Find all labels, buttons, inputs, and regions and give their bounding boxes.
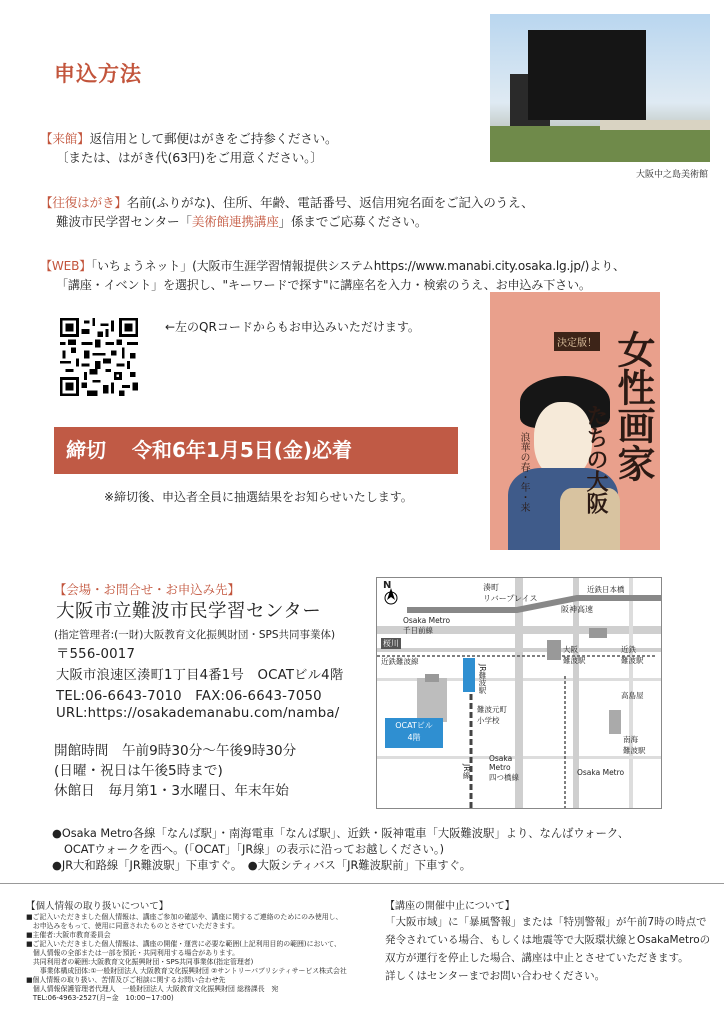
- map-label-minatomachi: 湊町 リバープレイス: [483, 583, 538, 603]
- visit-line1: 返信用として郵便はがきをご持参ください。: [89, 131, 338, 146]
- privacy-line: ■ご記入いただきました個人情報は、講座ご参加の確認や、講座に関するご連絡のためにのみ使用し、: [26, 913, 343, 921]
- postcard-section: [40, 193, 534, 231]
- deadline-note: ※締切後、申込者全員に抽選結果をお知らせいたします。: [104, 490, 413, 504]
- center-name: 大阪市立難波市民学習センター: [56, 601, 322, 622]
- map-label-jr-namba: JR難波駅: [478, 664, 487, 694]
- privacy-heading: 【個人情報の取り扱いについて】: [26, 901, 169, 912]
- museum-photo: [490, 14, 710, 162]
- map-label-kintetsu-nippon: 近鉄日本橋: [587, 585, 625, 594]
- map-label-jr-line: JR線: [462, 764, 471, 779]
- privacy-line: TEL:06-4963-2527(月~金 10:00~17:00): [26, 994, 174, 1002]
- map-label-nankai: 南海 難波駅: [623, 735, 646, 755]
- map-label-hanshin-line: 近鉄難波線: [381, 657, 419, 666]
- privacy-line: 個人情報の全部または一部を預託・共同利用する場合があります。: [26, 949, 240, 957]
- map-label-kintetsu: 近鉄 難波駅: [621, 645, 644, 665]
- cancel-heading: 【講座の開催中止について】: [385, 901, 515, 912]
- footer-divider: [0, 883, 724, 884]
- qr-code[interactable]: [60, 318, 138, 396]
- map-label-midosuji: Osaka Metro: [577, 768, 625, 777]
- web-line1: 「いちょうネット」(大阪市生涯学習情報提供システムhttps://www.manabi.city.osaka.lg.jp/)より、: [91, 259, 625, 273]
- postcard-label: 【往復はがき】: [40, 195, 127, 210]
- holiday-hours: (日曜・祝日は午後5時まで): [54, 763, 223, 779]
- poster-subtitle: 浪華の春・年・来: [518, 432, 529, 512]
- web-line2: 「講座・イベント」を選択し、"キーワードで探す"に講座名を入力・検索のうえ、お申込み下さい。: [56, 278, 591, 292]
- page-title: 申込方法: [54, 62, 142, 86]
- postcard-line2a: 難波市民学習センター「: [56, 214, 192, 229]
- deadline-label: 締切: [66, 438, 106, 462]
- exhibition-poster: [490, 292, 660, 550]
- access-line3: ●JR大和路線「JR難波駅」下車すぐ。 ●大阪シティバス「JR難波駅前」下車すぐ。: [52, 859, 472, 872]
- privacy-line: ■主催者:大阪市教育委員会: [26, 931, 111, 939]
- map-label-takashimaya: 高島屋: [621, 691, 644, 700]
- map-label-sakuragawa: 桜川: [383, 639, 399, 648]
- address: 大阪市浪速区湊町1丁目4番1号 OCATビル4階: [56, 668, 344, 683]
- privacy-line: 個人情報保護管理者代理人 一般財団法人 大阪教育文化振興財団 総務課長 宛: [26, 985, 279, 993]
- contact-label: 【会場・お問合せ・お申込み先】: [54, 582, 240, 597]
- deadline-date: 令和6年1月5日(金)必着: [132, 438, 353, 462]
- privacy-line: 共同利用者の範囲:大阪教育文化振興財団・SPS共同事業体(指定管理者): [26, 958, 254, 966]
- qr-note: ←左のQRコードからもお申込みいただけます。: [165, 320, 420, 334]
- poster-tag: 決定版！: [554, 332, 600, 351]
- phone-fax: TEL:06-6643-7010 FAX:06-6643-7050: [56, 689, 322, 704]
- cancel-line: 発令されている場合、もしくは地震等で大阪環状線とOsakaMetroの: [385, 934, 711, 946]
- museum-caption: 大阪中之島美術館: [636, 170, 709, 180]
- privacy-line: お申込みをもって、使用に同意されたものとさせていただきます。: [26, 922, 239, 930]
- access-line2: OCATウォークを西へ。(「OCAT」「JR線」の表示に沿ってお越しください。): [64, 843, 444, 856]
- postcard-course-name: 美術館連携講座: [191, 214, 279, 229]
- postcard-line1: 名前(ふりがな)、住所、年齢、電話番号、返信用宛名面をご記入のうえ、: [126, 195, 534, 210]
- map-label-school: 難波元町 小学校: [477, 705, 507, 725]
- poster-title-2: たちの大阪: [583, 404, 609, 514]
- visit-label: 【来館】: [40, 131, 90, 146]
- privacy-line: ■個人情報の取り扱い、苦情及びご相談に関するお問い合わせ先: [26, 976, 226, 984]
- map-label-ocat: OCATビル 4階: [385, 718, 443, 748]
- deadline-banner: [54, 427, 458, 474]
- postcard-line2c: 」係までご応募ください。: [278, 214, 428, 229]
- poster-title-1: 女性画家: [611, 330, 656, 482]
- access-line1: ●Osaka Metro各線「なんば駅」・南海電車「なんば駅」、近鉄・阪神電車「大阪難波駅」より、なんばウォーク、: [52, 827, 630, 840]
- visit-line2: 〔または、はがき代(63円)をご用意ください。〕: [56, 150, 323, 165]
- map-label-hanshin: 阪神高速: [561, 605, 593, 614]
- cancel-line: 双方が運行を停止した場合、講座は中止とさせていただきます。: [385, 952, 689, 964]
- website-url[interactable]: URL:https://osakademanabu.com/namba/: [56, 706, 340, 721]
- visit-section: [40, 129, 337, 167]
- opening-hours: 開館時間 午前9時30分～午後9時30分: [54, 743, 297, 759]
- web-label: 【WEB】: [40, 259, 92, 273]
- privacy-line: ■ご記入いただきました個人情報は、講座の開催・運営に必要な範囲(上記利用目的の範囲)において、: [26, 940, 341, 948]
- manager-text: (指定管理者:(一財)大阪教育文化振興財団・SPS共同事業体): [54, 629, 336, 641]
- web-section: [40, 257, 625, 295]
- north-label: N: [383, 580, 392, 591]
- privacy-line: 事業体構成団体:①一般財団法人 大阪教育文化振興財団 ②サントリーパブリシティサービス株式会社: [26, 967, 347, 975]
- access-map: [376, 577, 662, 809]
- closed-days: 休館日 毎月第1・3水曜日、年末年始: [54, 783, 289, 799]
- postal-code: 〒556-0017: [56, 647, 136, 662]
- cancel-line: 詳しくはセンターまでお問い合わせください。: [385, 970, 606, 982]
- cancel-line: 「大阪市域」に「暴風警報」または「特別警報」が午前7時の時点で: [385, 916, 707, 928]
- map-label-yotsubashi: Osaka Metro 四つ橋線: [489, 754, 519, 782]
- map-label-osaka-namba: 大阪 難波駅: [563, 645, 586, 665]
- map-label-sennichimae: Osaka Metro 千日前線: [403, 616, 451, 635]
